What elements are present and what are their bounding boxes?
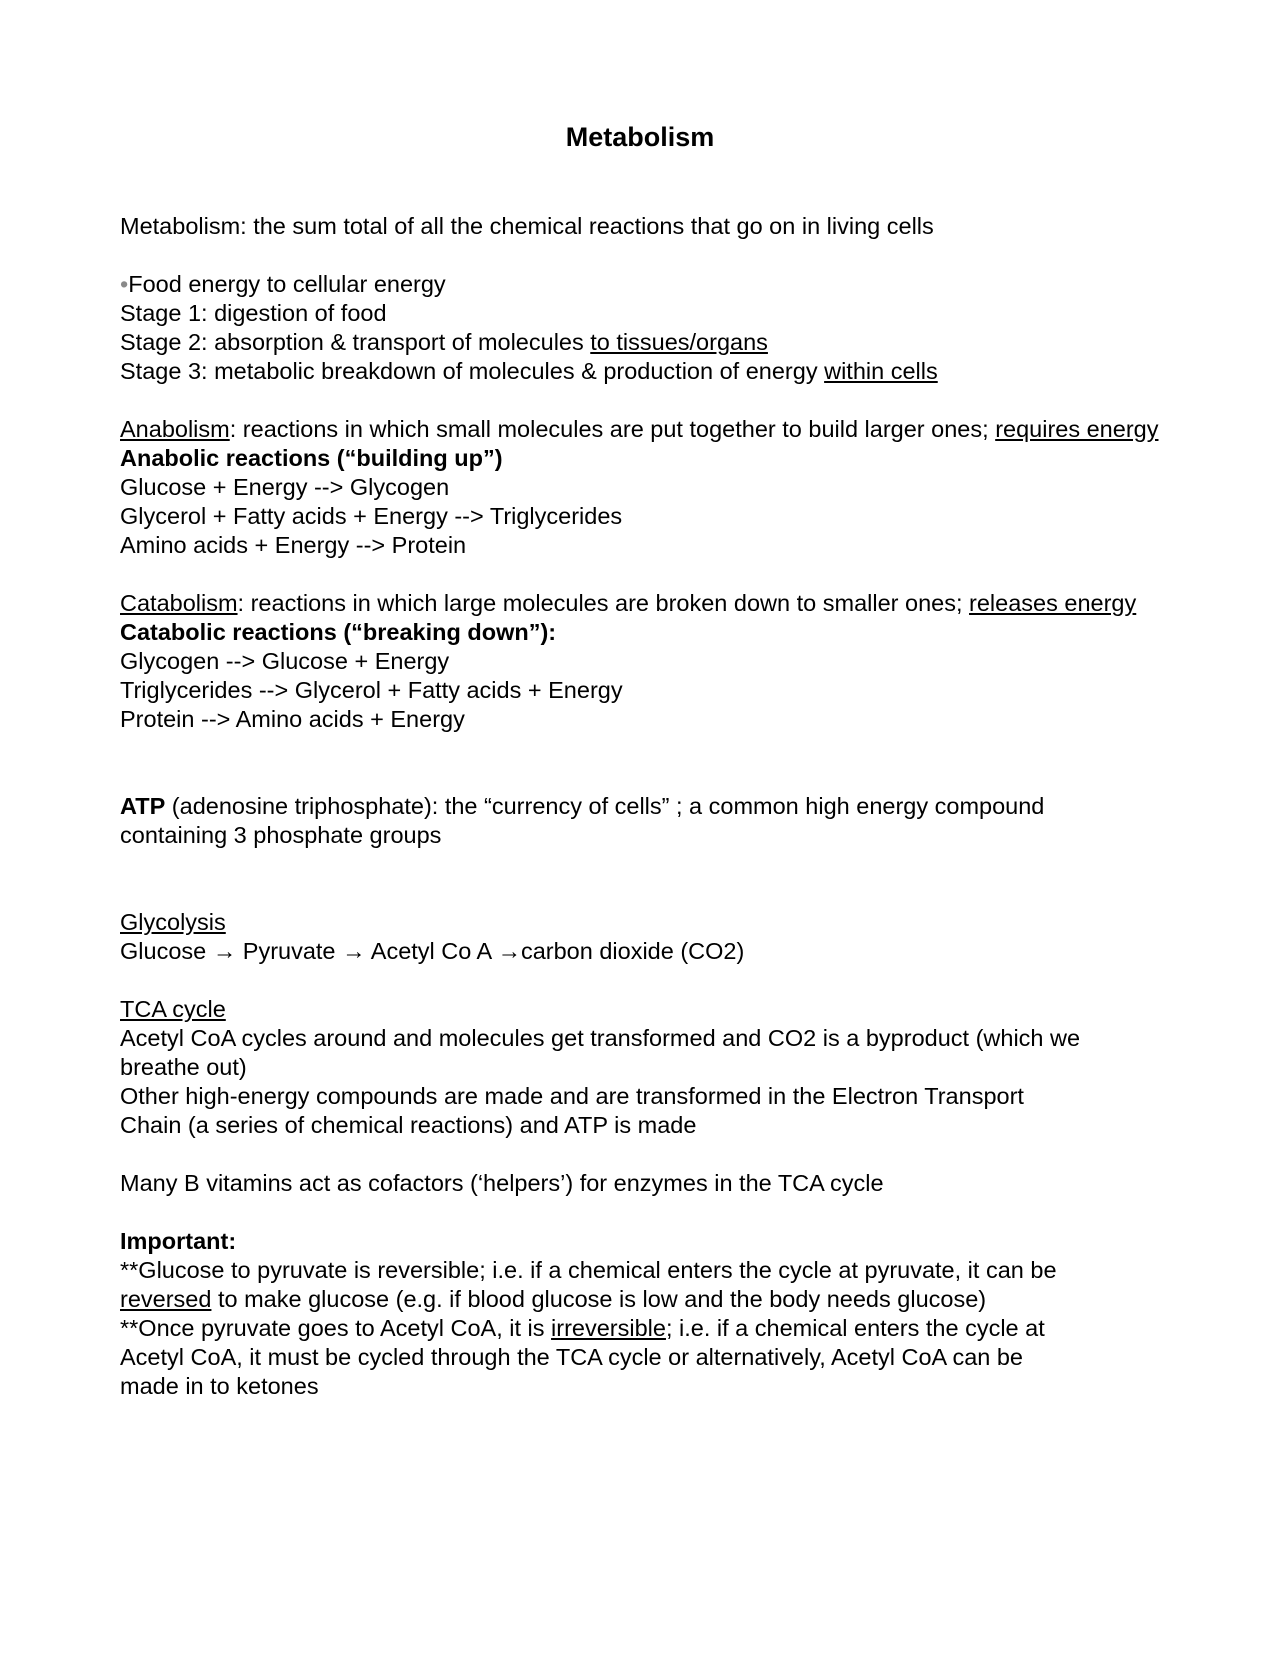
catabolism-underlined: releases energy [969, 590, 1137, 616]
anabolism-underlined: requires energy [995, 416, 1159, 442]
atp-definition [120, 792, 1160, 821]
important-p2-rest: ; i.e. if a chemical enters the cycle at [665, 1315, 1045, 1341]
catabolism-definition-text: : reactions in which large molecules are broken down to smaller ones; [237, 590, 970, 616]
important-p1-line-1: **Glucose to pyruvate is reversible; i.e. if a chemical enters the cycle at pyruvate, it can be [120, 1257, 1057, 1283]
page-title: Metabolism [565, 122, 715, 152]
stage-2-text: Stage 2: absorption & transport of molecules [120, 329, 591, 355]
stage-2 [120, 328, 1160, 357]
important-p1-line-2 [120, 1285, 1160, 1314]
catabolism-term: Catabolism [120, 590, 238, 616]
important-heading: Important: [120, 1228, 237, 1254]
important-p2-line-2: Acetyl CoA, it must be cycled through the TCA cycle or alternatively, Acetyl CoA can be [120, 1344, 1024, 1370]
tca-line-1: Acetyl CoA cycles around and molecules get transformed and CO2 is a byproduct (which we [120, 1025, 1081, 1051]
important-p2-line-3: made in to ketones [120, 1373, 319, 1399]
catabolism-definition [120, 589, 1160, 618]
metabolism-definition: Metabolism: the sum total of all the chemical reactions that go on in living cells [120, 213, 934, 239]
anabolic-reaction: Glycerol + Fatty acids + Energy --> Triglycerides [120, 503, 623, 529]
irreversible-underlined: irreversible [551, 1315, 666, 1341]
atp-term: ATP [120, 793, 166, 819]
glycolysis-heading: Glycolysis [120, 909, 226, 935]
document-body [120, 212, 1160, 1401]
atp-line-2: containing 3 phosphate groups [120, 822, 442, 848]
reversed-underlined: reversed [120, 1286, 212, 1312]
anabolic-reaction: Amino acids + Energy --> Protein [120, 532, 467, 558]
vitamins-note: Many B vitamins act as cofactors (‘helpers’) for enzymes in the TCA cycle [120, 1170, 884, 1196]
stage-3-text: Stage 3: metabolic breakdown of molecules & production of energy [120, 358, 825, 384]
anabolic-reaction: Glucose + Energy --> Glycogen [120, 474, 450, 500]
anabolism-term: Anabolism [120, 416, 230, 442]
stage-2-underlined: to tissues/organs [590, 329, 768, 355]
stage-3 [120, 357, 1160, 386]
important-p2-line-1 [120, 1314, 1160, 1343]
stage-3-underlined: within cells [824, 358, 938, 384]
important-p1-rest: to make glucose (e.g. if blood glucose is low and the body needs glucose) [211, 1286, 987, 1312]
bullet-icon: • [120, 271, 129, 297]
stages-heading-text: Food energy to cellular energy [128, 271, 446, 297]
anabolic-heading: Anabolic reactions (“building up”) [120, 445, 503, 471]
anabolism-definition [120, 415, 1160, 444]
stage-1: Stage 1: digestion of food [120, 300, 387, 326]
anabolism-definition-text: : reactions in which small molecules are put together to build larger ones; [229, 416, 996, 442]
tca-line-3: Other high-energy compounds are made and are transformed in the Electron Transport [120, 1083, 1024, 1109]
glycolysis-pathway: Glucose → Pyruvate → Acetyl Co A →carbon dioxide (CO2) [120, 938, 745, 964]
important-p2-prefix: **Once pyruvate goes to Acetyl CoA, it is [120, 1315, 552, 1341]
tca-line-2: breathe out) [120, 1054, 247, 1080]
tca-heading: TCA cycle [120, 996, 226, 1022]
catabolic-reaction: Glycogen --> Glucose + Energy [120, 648, 450, 674]
catabolic-reaction: Protein --> Amino acids + Energy [120, 706, 465, 732]
tca-line-4: Chain (a series of chemical reactions) and ATP is made [120, 1112, 697, 1138]
atp-line-1: (adenosine triphosphate): the “currency of cells” ; a common high energy compound [165, 793, 1045, 819]
catabolic-heading: Catabolic reactions (“breaking down”): [120, 619, 557, 645]
catabolic-reaction: Triglycerides --> Glycerol + Fatty acids + Energy [120, 677, 623, 703]
stages-heading [120, 270, 1160, 299]
